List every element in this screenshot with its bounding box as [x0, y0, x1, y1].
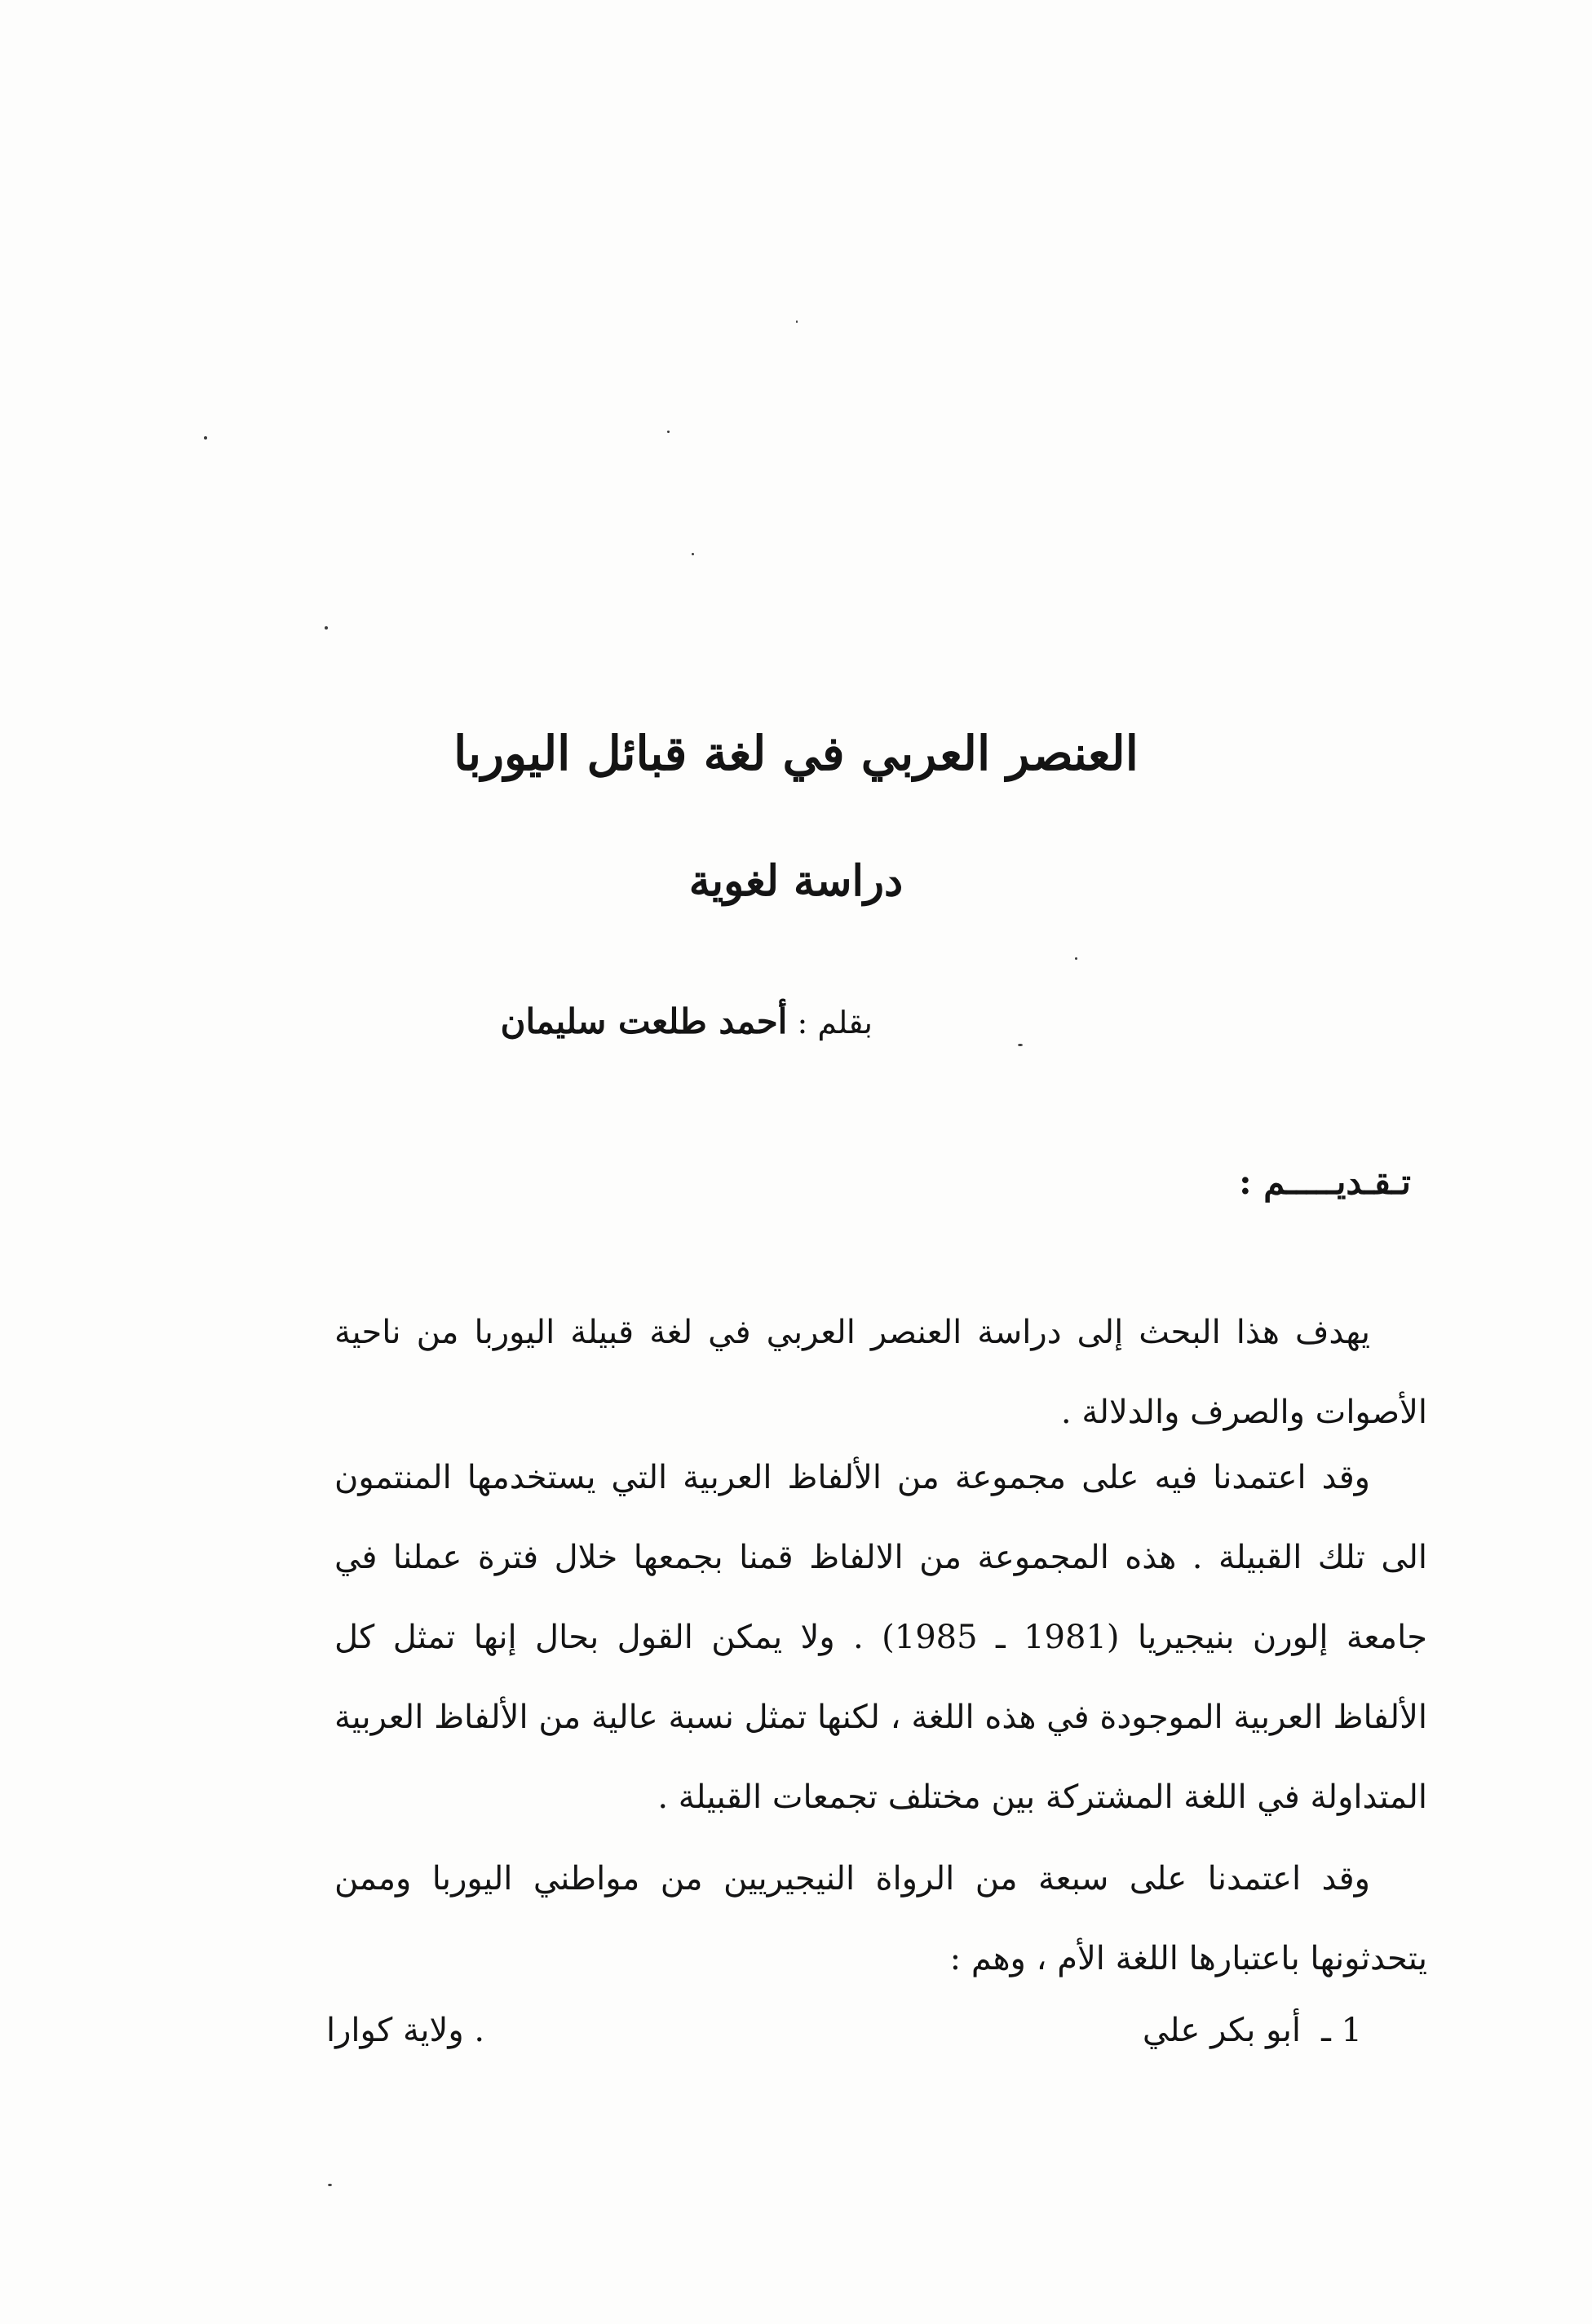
document-title: العنصر العربي في لغة قبائل اليوربا [453, 726, 1139, 781]
paragraph: وقد اعتمدنا على سبعة من الرواة النيجيريين من مواطني اليوربا وممن يتحدثونها باعتبارها اللغة الأم ، وهم : [334, 1860, 1427, 1977]
scan-speck [325, 626, 328, 630]
byline-label: بقلم : [787, 1005, 873, 1040]
scan-speck [204, 436, 207, 440]
scan-speck [1018, 1044, 1023, 1046]
byline [408, 1001, 873, 1041]
paragraph: يهدف هذا البحث إلى دراسة العنصر العربي في لغة قبيلة اليوربا من ناحية الأصوات والصرف والدلالة . [334, 1314, 1427, 1431]
list-item-name: أبو بكر علي [1142, 2012, 1301, 2049]
section-heading: تـقـديـــــم : [1239, 1162, 1411, 1202]
scan-speck [692, 553, 694, 555]
list-item-number: 1 ـ [1321, 2012, 1362, 2049]
author-name: أحمد طلعت سليمان [500, 1001, 788, 1041]
document-subtitle: دراسة لغوية [688, 856, 904, 906]
scan-speck [796, 320, 798, 323]
scan-speck [667, 431, 670, 433]
paragraph: وقد اعتمدنا فيه على مجموعة من الألفاظ العربية التي يستخدمها المنتمون الى تلك القبيلة . هذه المجموعة من الالفاظ قمنا بجمعها خلال فترة عملنا في جامعة إلورن بنيجيريا (1981 ـ 1985) . ولا يمكن القول بحال إنها تمثل كل الألفاظ العربية الموجودة في هذه اللغة ، لكنها تمثل نسبة عالية من الألفاظ العربية المتداولة في اللغة المشتركة بين مختلف تجمعات القبيلة . [334, 1459, 1427, 1816]
list-item-state: . ولاية كوارا [326, 2012, 485, 2049]
scan-speck [1075, 957, 1077, 960]
scan-speck [328, 2184, 332, 2186]
